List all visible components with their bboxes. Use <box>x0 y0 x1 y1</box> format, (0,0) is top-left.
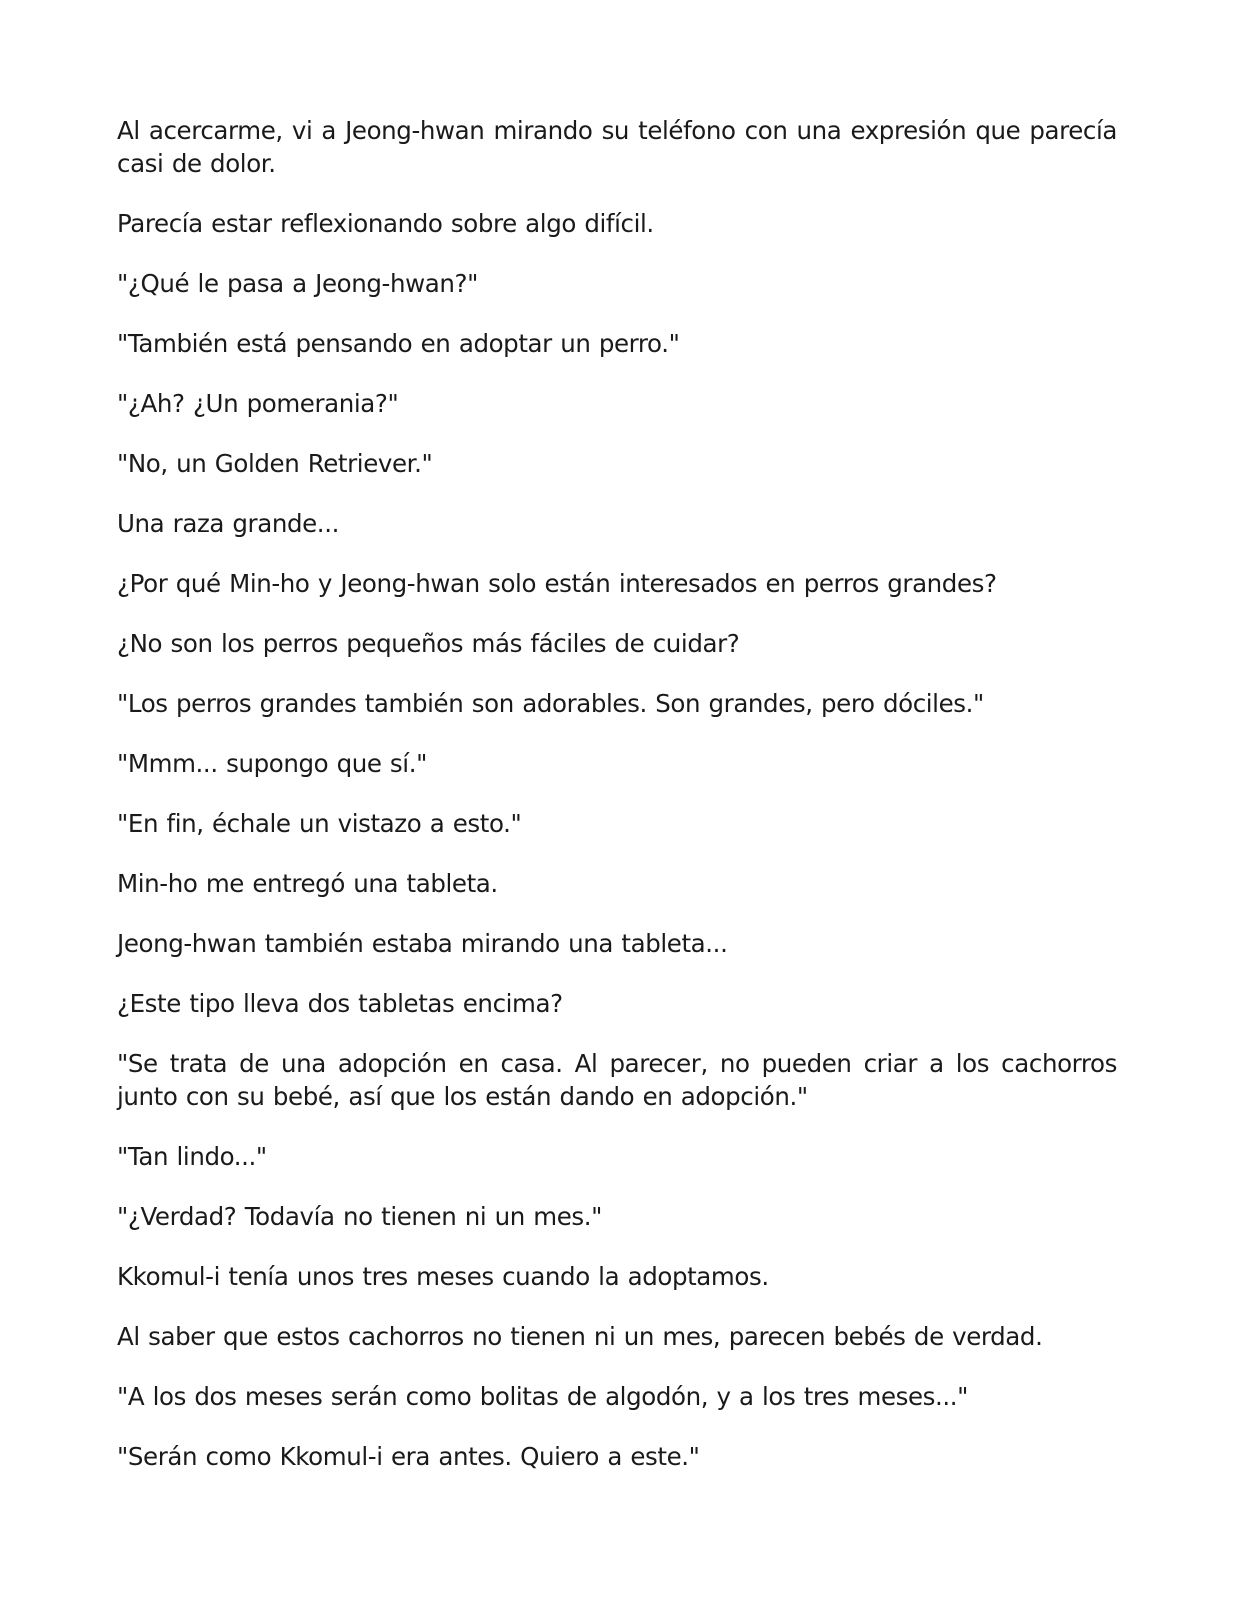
paragraph: "En fin, échale un vistazo a esto." <box>117 809 522 838</box>
paragraph: "¿Verdad? Todavía no tienen ni un mes." <box>117 1202 603 1231</box>
paragraph: ¿Por qué Min-ho y Jeong-hwan solo están interesados en perros grandes? <box>117 569 997 598</box>
paragraph: "Mmm... supongo que sí." <box>117 749 427 778</box>
paragraph: Al acercarme, vi a Jeong-hwan mirando su teléfono con una expresión que parecía casi de dolor. <box>117 116 1117 178</box>
paragraph: Jeong-hwan también estaba mirando una tableta... <box>117 929 728 958</box>
paragraph: Parecía estar reflexionando sobre algo difícil. <box>117 209 654 238</box>
paragraph: "Los perros grandes también son adorables. Son grandes, pero dóciles." <box>117 689 984 718</box>
paragraph: "¿Qué le pasa a Jeong-hwan?" <box>117 269 478 298</box>
paragraph: ¿No son los perros pequeños más fáciles de cuidar? <box>117 629 740 658</box>
paragraph: "Se trata de una adopción en casa. Al parecer, no pueden criar a los cachorros junto con su bebé, así que los están dando en adopción." <box>117 1049 1117 1111</box>
document-page <box>117 114 1117 1500</box>
paragraph: ¿Este tipo lleva dos tabletas encima? <box>117 989 563 1018</box>
paragraph: "Serán como Kkomul-i era antes. Quiero a este." <box>117 1442 700 1471</box>
paragraph: "¿Ah? ¿Un pomerania?" <box>117 389 399 418</box>
paragraph: "También está pensando en adoptar un perro." <box>117 329 680 358</box>
paragraph: Kkomul-i tenía unos tres meses cuando la adoptamos. <box>117 1262 769 1291</box>
paragraph: "No, un Golden Retriever." <box>117 449 433 478</box>
paragraph: Al saber que estos cachorros no tienen ni un mes, parecen bebés de verdad. <box>117 1322 1043 1351</box>
paragraph: "A los dos meses serán como bolitas de algodón, y a los tres meses..." <box>117 1382 969 1411</box>
paragraph: Una raza grande... <box>117 509 339 538</box>
paragraph: Min-ho me entregó una tableta. <box>117 869 498 898</box>
paragraph: "Tan lindo..." <box>117 1142 267 1171</box>
